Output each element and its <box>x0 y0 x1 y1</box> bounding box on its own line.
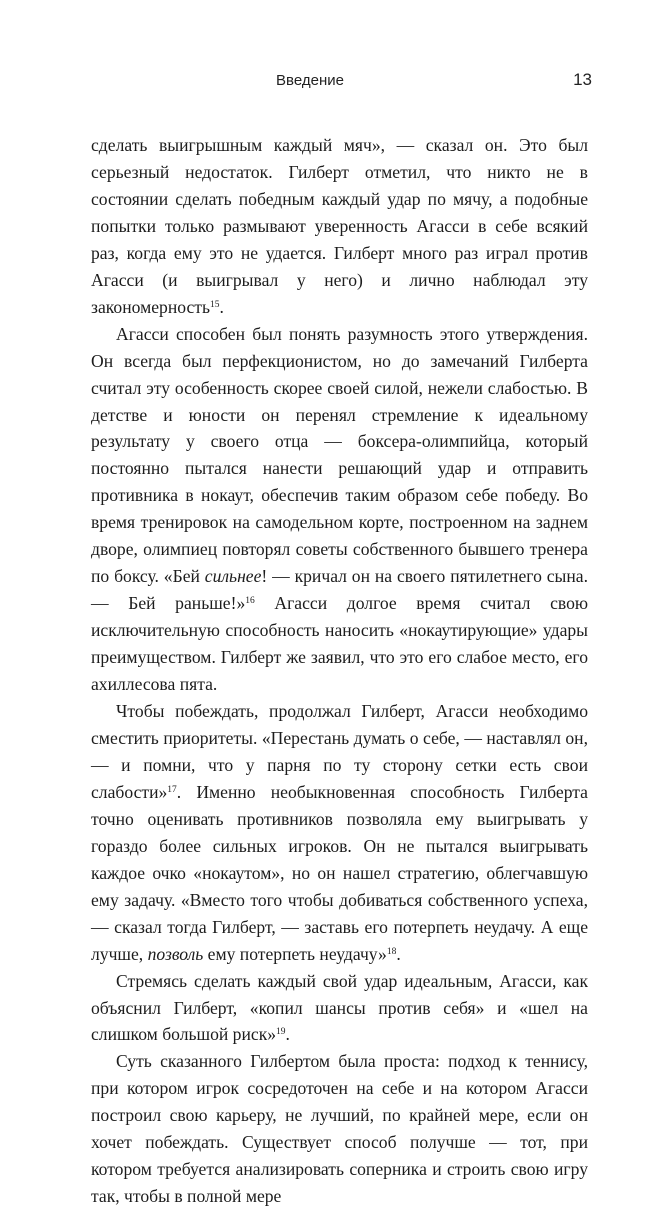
page-header <box>0 70 671 92</box>
paragraph <box>91 321 588 698</box>
emphasis-text: сильнее <box>204 566 262 587</box>
text-run: сделать выигрышным каждый мяч», — сказал он. Это был серьезный недостаток. Гилберт отметил, что никто не в состоянии сделать победным каждый удар по мячу, а подобные попытки только размывают уверенность Агасси в себе всякий раз, когда ему это не удается. Гилберт много раз играл против Агасси (и выигрывал у него) и лично наблюдал эту закономерность <box>91 135 588 317</box>
footnote-ref: 16 <box>245 596 255 607</box>
text-run: Стремясь сделать каждый свой удар идеальным, Агасси, как объяснил Гилберт, «копил шансы против себя» и «шел на слишком большой риск» <box>91 970 588 1045</box>
text-run: Агасси способен был понять разумность этого утверждения. Он всегда был перфекционистом, но до замечаний Гилберта считал эту особенность скорее своей силой, нежели слабостью. В детстве и юности он перенял стремление к идеальному результату у своего отца — боксера-олимпийца, который постоянно пытался нанести решающий удар и отправить противника в нокаут, обеспечив таким образом себе победу. Во время тренировок на самодельном корте, построенном на заднем дворе, олимпиец повторял советы собственного бывшего тренера по боксу. «Бей <box>91 323 588 587</box>
text-run: Чтобы побеждать, продолжал Гилберт, Агасси необходимо сместить приоритеты. «Перестань думать о себе, — наставлял он, — и помни, что у парня по ту сторону сетки есть свои слабости» <box>91 701 588 802</box>
text-run: . <box>396 943 401 964</box>
text-run: . <box>285 1024 290 1045</box>
footnote-ref: 15 <box>210 299 220 310</box>
body-text <box>91 132 588 1210</box>
paragraph <box>91 698 588 968</box>
text-run: Агасси долгое время считал свою исключительную способность наносить «нокаутирующие» удары преимуществом. Гилберт же заявил, что это его слабое место, его ахиллесова пята. <box>91 593 589 695</box>
emphasis-text: позволь <box>147 943 204 964</box>
text-run: ему потерпеть неудачу» <box>203 943 387 964</box>
running-title: Введение <box>276 72 344 89</box>
text-run: . Именно необыкновенная способность Гилберта точно оценивать противников позволяла ему выигрывать у гораздо более сильных игроков. Он не пытался выигрывать каждое очко «нокаутом», но он нашел стратегию, облегчавшую ему задачу. «Вместо того чтобы добиваться собственного успеха, — сказал тогда Гилберт, — заставь его потерпеть неудачу. А еще лучше, <box>91 781 588 964</box>
text-run: ! — кричал он на своего пятилетнего сына. — Бей раньше!» <box>91 566 588 614</box>
paragraph <box>91 1048 588 1210</box>
page-number: 13 <box>573 70 592 89</box>
footnote-ref: 19 <box>276 1027 286 1038</box>
paragraph <box>91 132 588 321</box>
paragraph <box>91 968 588 1049</box>
text-run: Суть сказанного Гилбертом была проста: подход к теннису, при котором игрок сосредоточен на себе и на котором Агасси построил свою карьеру, не лучший, по крайней мере, если он хочет побеждать. Существует способ получше — тот, при котором требуется анализировать соперника и строить свою игру так, чтобы в полной мере <box>91 1051 588 1207</box>
text-run: . <box>219 296 224 317</box>
footnote-ref: 17 <box>167 784 177 795</box>
footnote-ref: 18 <box>386 946 397 957</box>
